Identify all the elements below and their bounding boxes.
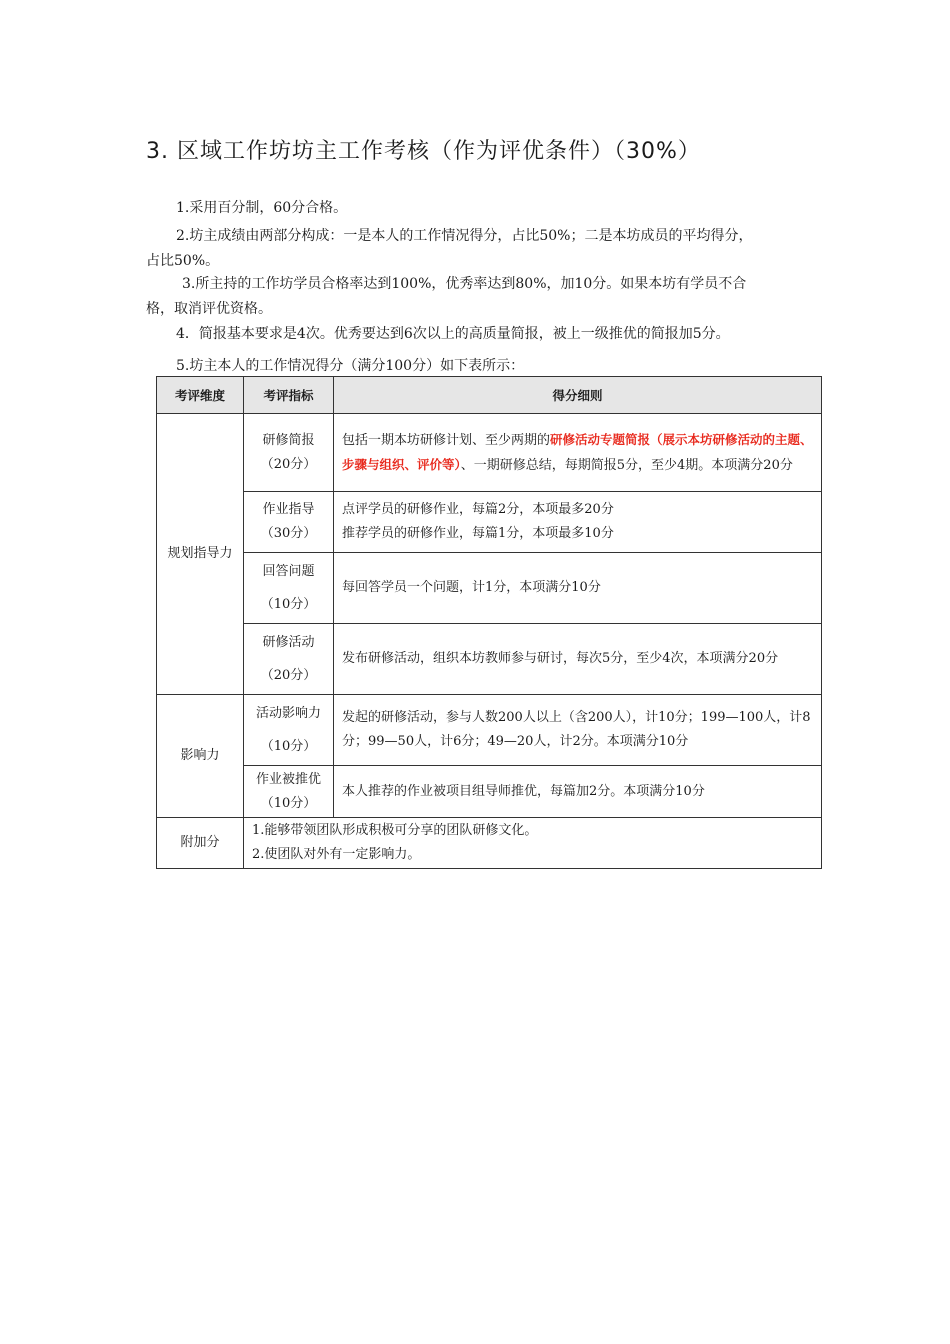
header-dimension: 考评维度	[157, 377, 244, 414]
table-row	[157, 695, 822, 766]
indicator-cell: 研修活动 （20分）	[244, 624, 334, 695]
table-row	[157, 624, 822, 695]
section-heading: 3. 区域工作坊坊主工作考核（作为评优条件）（30%）	[146, 139, 701, 164]
table-row	[157, 553, 822, 624]
table-row	[157, 414, 822, 492]
indicator-cell: 作业被推优 （10分）	[244, 766, 334, 818]
rule-paragraph-2: 2.坊主成绩由两部分构成：一是本人的工作情况得分，占比50%；二是本坊成员的平均得分， 占比50%。	[146, 228, 753, 269]
rule-paragraph-3: 3.所主持的工作坊学员合格率达到100%，优秀率达到80%，加10分。如果本坊有学员不合 格，取消评优资格。	[146, 276, 747, 317]
dimension-bonus: 附加分	[157, 818, 244, 869]
detail-cell: 发布研修活动，组织本坊教师参与研讨，每次5分，至少4次，本项满分20分	[334, 624, 822, 695]
table-header-row	[157, 377, 822, 414]
highlight-text: 研修活动专题简报（展示本坊研修活动的主题、步骤与组织、评价等）	[342, 431, 813, 472]
dimension-planning: 规划指导力	[157, 414, 244, 695]
header-detail: 得分细则	[334, 377, 822, 414]
header-indicator: 考评指标	[244, 377, 334, 414]
detail-cell: 包括一期本坊研修计划、至少两期的研修活动专题简报（展示本坊研修活动的主题、步骤与组织、评价等）、一期研修总结，每期简报5分，至少4期。本项满分20分	[334, 414, 822, 492]
rule-paragraph-5: 5.坊主本人的工作情况得分（满分100分）如下表所示：	[176, 358, 525, 374]
indicator-cell: 活动影响力 （10分）	[244, 695, 334, 766]
indicator-cell: 回答问题 （10分）	[244, 553, 334, 624]
dimension-influence: 影响力	[157, 695, 244, 818]
detail-cell: 发起的研修活动，参与人数200人以上（含200人），计10分；199—100人，计8分；99—50人，计6分；49—20人，计2分。本项满分10分	[334, 695, 822, 766]
rule-paragraph-4: 4．简报基本要求是4次。优秀要达到6次以上的高质量简报，被上一级推优的简报加5分。	[176, 326, 730, 342]
rule-paragraph-1: 1.采用百分制，60分合格。	[176, 200, 348, 216]
indicator-cell: 作业指导 （30分）	[244, 492, 334, 553]
detail-cell: 点评学员的研修作业，每篇2分，本项最多20分 推荐学员的研修作业，每篇1分，本项最多10分	[334, 492, 822, 553]
score-table	[156, 376, 822, 869]
detail-cell: 每回答学员一个问题，计1分，本项满分10分	[334, 553, 822, 624]
indicator-cell: 研修简报 （20分）	[244, 414, 334, 492]
bonus-detail-cell: 1.能够带领团队形成积极可分享的团队研修文化。 2.使团队对外有一定影响力。	[244, 818, 822, 869]
detail-cell: 本人推荐的作业被项目组导师推优，每篇加2分。本项满分10分	[334, 766, 822, 818]
table-row	[157, 766, 822, 818]
table-row	[157, 492, 822, 553]
table-row	[157, 818, 822, 869]
